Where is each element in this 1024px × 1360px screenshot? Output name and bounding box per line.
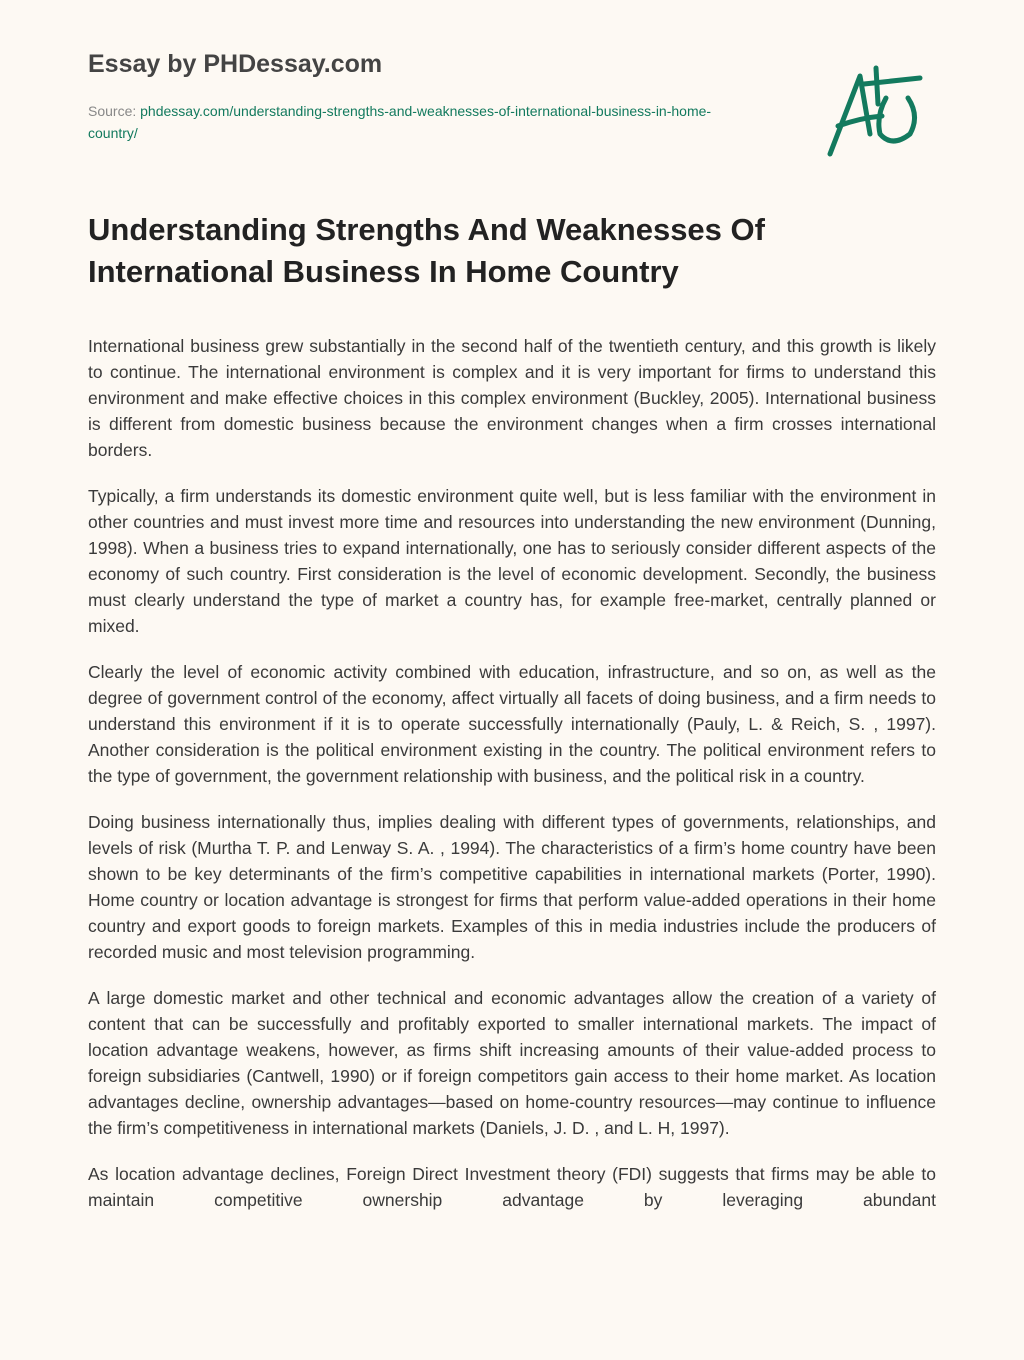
essay-body (88, 333, 936, 1233)
source-label: Source: (88, 103, 141, 119)
essay-paragraph: International business grew substantially in the second half of the twentieth century, and this growth is likely to continue. The international environment is complex and it is very important for firms to understand this environment and make effective choices in this complex environment (Buckley, 2005). International business is different from domestic business because the environment changes when a firm crosses international borders. (88, 336, 936, 460)
site-brand: Essay by PHDessay.com (88, 50, 383, 78)
essay-paragraph: Doing business internationally thus, implies dealing with different types of governments, relationships, and levels of risk (Murtha T. P. and Lenway S. A. , 1994). The characteristics of a firm’s home country have been shown to be key determinants of the firm’s competitive capabilities in international markets (Porter, 1990). Home country or location advantage is strongest for firms that perform value-added operations in their home country and export goods to foreign markets. Examples of this in media industries include the producers of recorded music and most television programming. (88, 812, 936, 962)
essay-paragraph: Clearly the level of economic activity combined with education, infrastructure, and so on, as well as the degree of government control of the economy, affect virtually all facets of doing business, and a firm needs to understand this environment if it is to operate successfully internationally (Pauly, L. & Reich, S. , 1997). Another consideration is the political environment existing in the country. The political environment refers to the type of government, the government relationship with business, and the political risk in a country. (88, 662, 936, 786)
a-plus-logo-icon (820, 64, 930, 164)
essay-title: Understanding Strengths And Weaknesses Of International Business In Home Country (88, 212, 765, 289)
essay-paragraph: Typically, a firm understands its domestic environment quite well, but is less familiar with the environment in other countries and must invest more time and resources into understanding the new environment (Dunning, 1998). When a business tries to expand internationally, one has to seriously consider different aspects of the economy of such country. First consideration is the level of economic development. Secondly, the business must clearly understand the type of market a country has, for example free-market, centrally planned or mixed. (88, 486, 936, 636)
essay-paragraph: A large domestic market and other technical and economic advantages allow the creation of a variety of content that can be successfully and profitably exported to smaller international markets. The impact of location advantage weakens, however, as firms shift increasing amounts of their value-added process to foreign subsidiaries (Cantwell, 1990) or if foreign competitors gain access to their home market. As location advantages decline, ownership advantages—based on home-country resources—may continue to influence the firm’s competitiveness in international markets (Daniels, J. D. , and L. H, 1997). (88, 988, 936, 1138)
source-link[interactable]: phdessay.com/understanding-strengths-and-weaknesses-of-international-business-in-home-country/ (88, 103, 712, 141)
source-line (88, 100, 728, 144)
essay-paragraph: As location advantage declines, Foreign Direct Investment theory (FDI) suggests that firms may be able to maintain competitive ownership advantage by leveraging abundant (88, 1164, 936, 1210)
